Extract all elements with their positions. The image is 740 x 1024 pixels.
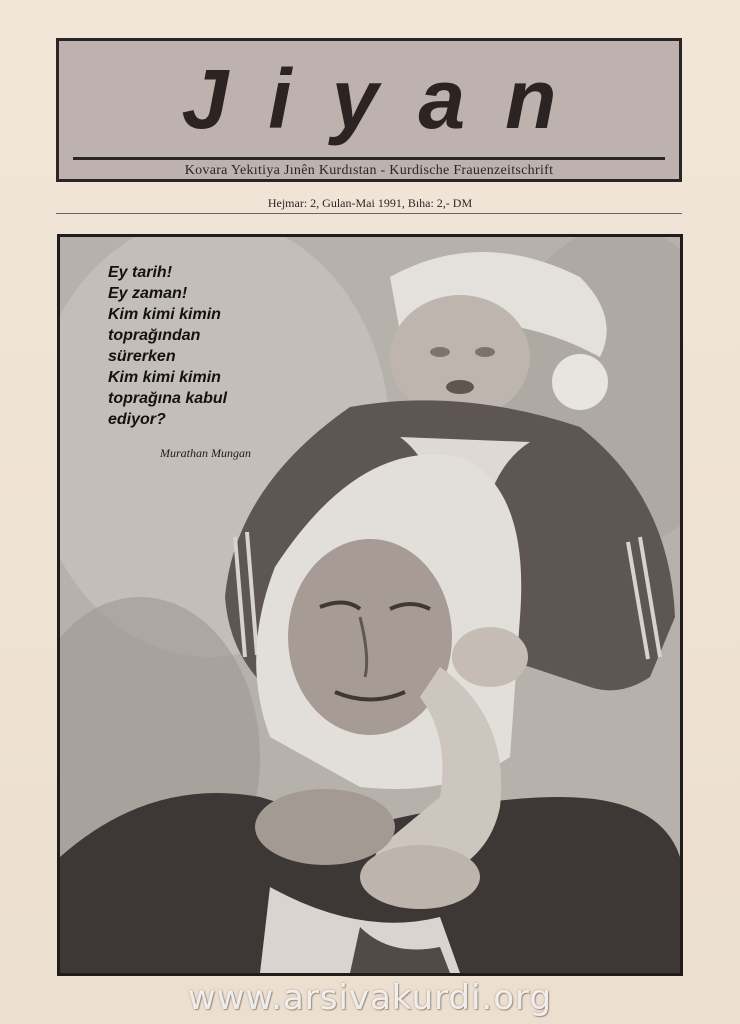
poem-line: toprağından <box>108 327 201 344</box>
poem-line: toprağına kabul <box>108 390 228 407</box>
issue-divider <box>56 213 682 214</box>
poem-line: Kim kimi kimin <box>108 369 221 386</box>
poem <box>108 262 227 430</box>
magazine-subtitle: Kovara Yekıtiya Jınên Kurdıstan - Kurdische Frauenzeitschrift <box>184 163 554 178</box>
poem-line: sürerken <box>108 348 176 365</box>
magazine-title: Jiyan <box>181 52 597 146</box>
masthead-divider <box>73 157 665 160</box>
poem-author: Murathan Mungan <box>160 446 251 460</box>
issue-info: Hejmar: 2, Gulan-Mai 1991, Bıha: 2,- DM <box>267 196 473 210</box>
watermark: www.arsivakurdi.org <box>187 978 553 1018</box>
poem-line: Kim kimi kimin <box>108 306 221 323</box>
masthead <box>56 38 682 182</box>
poem-line: Ey tarih! <box>108 264 173 281</box>
poem-line: Ey zaman! <box>108 285 188 302</box>
poem-line: ediyor? <box>108 411 166 428</box>
